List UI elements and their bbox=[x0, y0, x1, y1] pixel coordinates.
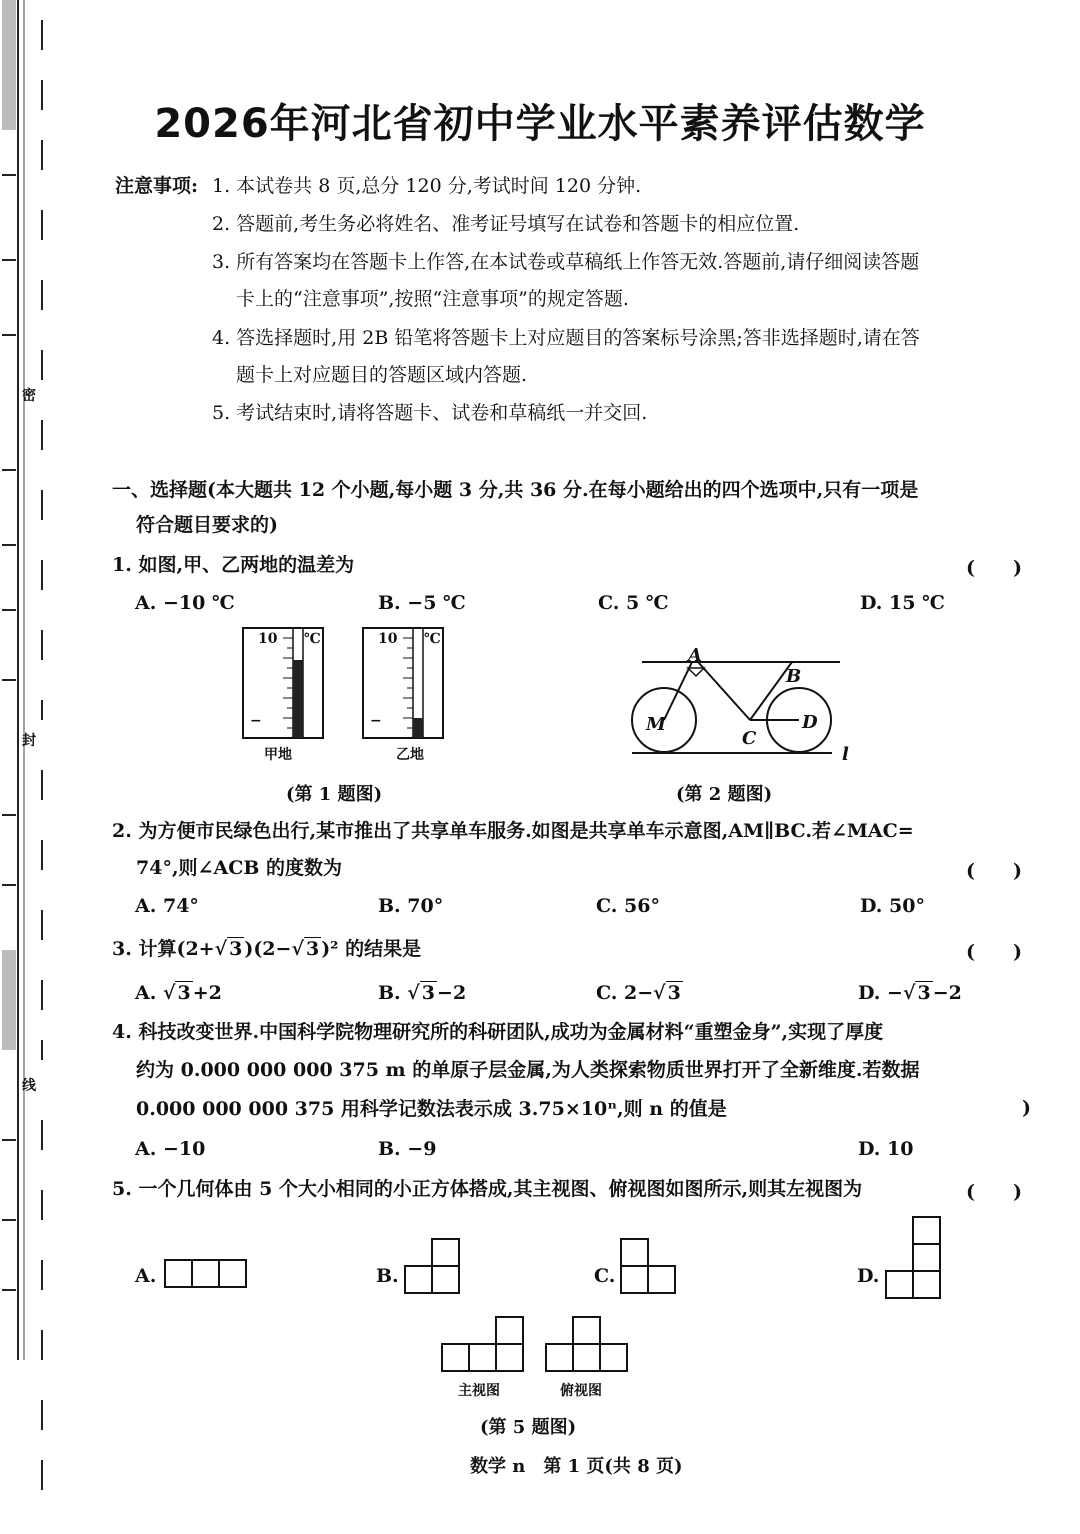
q1-option-d: D. 15 ℃ bbox=[860, 592, 945, 614]
q3-stem-mid: )(2− bbox=[244, 938, 292, 960]
thermometer-a-caption: 甲地 bbox=[264, 747, 292, 763]
q4-option-a: A. −10 bbox=[135, 1138, 206, 1160]
q5-option-a-label: A. bbox=[135, 1265, 157, 1287]
notice-item-4-cont: 题卡上对应题目的答题区域内答题. bbox=[236, 364, 528, 386]
section1-heading-cont: 符合题目要求的) bbox=[136, 514, 278, 536]
q3-stem: 3. 计算(2+√ 3 )(2−√ 3 )² 的结果是 bbox=[112, 938, 422, 960]
q2-label-a: A bbox=[688, 645, 702, 666]
q1-option-a: A. −10 ℃ bbox=[135, 592, 235, 614]
q5-top-view-label: 俯视图 bbox=[560, 1383, 602, 1399]
q2-option-d: D. 50° bbox=[860, 895, 925, 917]
q5-figure-caption: (第 5 题图) bbox=[480, 1417, 577, 1438]
q3-answer-paren: ( ) bbox=[966, 941, 1022, 963]
notice-item-2: 2. 答题前,考生务必将姓名、准考证号填写在试卷和答题卡的相应位置. bbox=[212, 213, 800, 235]
q3-option-b: B. √ 3 −2 bbox=[378, 982, 467, 1004]
q5-stem: 5. 一个几何体由 5 个大小相同的小正方体搭成,其主视图、俯视图如图所示,则其左视图为 bbox=[112, 1178, 863, 1200]
q2-option-c: C. 56° bbox=[596, 895, 660, 917]
thermometer-b-top-label: 10 bbox=[378, 631, 398, 647]
notice-item-1: 1. 本试卷共 8 页,总分 120 分,考试时间 120 分钟. bbox=[212, 175, 642, 197]
q3-stem-pre: 3. 计算(2+ bbox=[112, 938, 215, 960]
q4-stem-cont-1: 约为 0.000 000 000 375 m 的单原子层金属,为人类探索物质世界打开了全新维度.若数据 bbox=[136, 1059, 920, 1081]
thermometer-a-unit: ℃ bbox=[304, 631, 321, 647]
thermometer-b-caption: 乙地 bbox=[396, 747, 424, 763]
q5-option-c-label: C. bbox=[594, 1265, 616, 1287]
q5-option-b-label: B. bbox=[376, 1265, 399, 1287]
q3-option-c: C. 2−√ 3 bbox=[596, 982, 681, 1004]
q1-answer-paren: ( ) bbox=[966, 557, 1022, 579]
thermometer-a-top-label: 10 bbox=[258, 631, 278, 647]
q2-option-a: A. 74° bbox=[135, 895, 199, 917]
q5-option-a-figure bbox=[163, 1258, 251, 1290]
notice-item-3-cont: 卡上的“注意事项”,按照“注意事项”的规定答题. bbox=[236, 288, 629, 310]
margin-label-seal: 密 bbox=[22, 388, 36, 404]
q3-radicand-2: 3 bbox=[305, 938, 320, 960]
notice-item-4: 4. 答选择题时,用 2B 铅笔将答题卡上对应题目的答案标号涂黑;答非选择题时,请在答 bbox=[212, 327, 920, 349]
q1-option-b: B. −5 ℃ bbox=[378, 592, 466, 614]
q5-front-view-label: 主视图 bbox=[458, 1383, 500, 1399]
q3-option-a: A. √ 3 +2 bbox=[135, 982, 222, 1004]
q2-bicycle-figure bbox=[622, 640, 862, 770]
q3-stem-post: )² 的结果是 bbox=[321, 938, 422, 960]
binding-margin-lines bbox=[0, 0, 60, 1530]
q2-figure-caption: (第 2 题图) bbox=[676, 784, 773, 805]
q2-stem-cont: 74°,则∠ACB 的度数为 bbox=[136, 857, 343, 879]
q5-option-c-figure bbox=[619, 1237, 679, 1297]
q4-option-d: D. 10 bbox=[858, 1138, 914, 1160]
q4-option-b: B. −9 bbox=[378, 1138, 437, 1160]
q3-radicand-1: 3 bbox=[229, 938, 243, 960]
notice-item-5: 5. 考试结束时,请将答题卡、试卷和草稿纸一并交回. bbox=[212, 402, 648, 424]
q5-top-view-figure bbox=[544, 1315, 632, 1375]
q2-label-c: C bbox=[742, 728, 757, 749]
binding-margin bbox=[0, 0, 60, 1530]
q2-label-b: B bbox=[786, 666, 802, 687]
q5-option-d-label: D. bbox=[857, 1265, 880, 1287]
q4-stem-cont-2: 0.000 000 000 375 用科学记数法表示成 3.75×10ⁿ,则 n 的值是 bbox=[136, 1098, 727, 1120]
margin-label-seal-2: 封 bbox=[22, 733, 36, 749]
q1-option-c: C. 5 ℃ bbox=[598, 592, 669, 614]
section1-heading: 一、选择题(本大题共 12 个小题,每小题 3 分,共 36 分.在每小题给出的四个选项中,只有一项是 bbox=[112, 479, 919, 501]
q5-option-d-figure bbox=[884, 1215, 944, 1303]
q1-figure-caption: (第 1 题图) bbox=[286, 784, 383, 805]
q2-answer-paren: ( ) bbox=[966, 860, 1022, 882]
q2-option-b: B. 70° bbox=[378, 895, 444, 917]
q5-option-b-figure bbox=[403, 1237, 463, 1297]
q1-stem: 1. 如图,甲、乙两地的温差为 bbox=[112, 554, 355, 576]
q2-label-l: l bbox=[842, 744, 849, 765]
notice-label: 注意事项: bbox=[115, 175, 199, 197]
q5-answer-paren: ( ) bbox=[966, 1181, 1022, 1203]
q2-label-m: M bbox=[646, 714, 666, 735]
q5-front-view-figure bbox=[440, 1315, 528, 1375]
q4-stem: 4. 科技改变世界.中国科学院物理研究所的科研团队,成功为金属材料“重塑金身”,实现了厚度 bbox=[112, 1021, 884, 1043]
notice-item-3: 3. 所有答案均在答题卡上作答,在本试卷或草稿纸上作答无效.答题前,请仔细阅读答题 bbox=[212, 251, 920, 273]
thermometer-a-minus: − bbox=[250, 713, 262, 729]
margin-label-line: 线 bbox=[22, 1078, 36, 1094]
page-title: 2026年河北省初中学业水平素养评估数学 bbox=[154, 101, 926, 147]
q3-option-d: D. −√ 3 −2 bbox=[858, 982, 962, 1004]
page-footer: 数学 n 第 1 页(共 8 页) bbox=[470, 1456, 683, 1477]
thermometer-b-unit: ℃ bbox=[424, 631, 441, 647]
thermometer-b-minus: − bbox=[370, 713, 382, 729]
q2-label-d: D bbox=[802, 712, 818, 733]
q4-answer-paren: ) bbox=[1022, 1097, 1031, 1119]
q2-stem: 2. 为方便市民绿色出行,某市推出了共享单车服务.如图是共享单车示意图,AM∥BC.若∠MAC= bbox=[112, 820, 914, 842]
